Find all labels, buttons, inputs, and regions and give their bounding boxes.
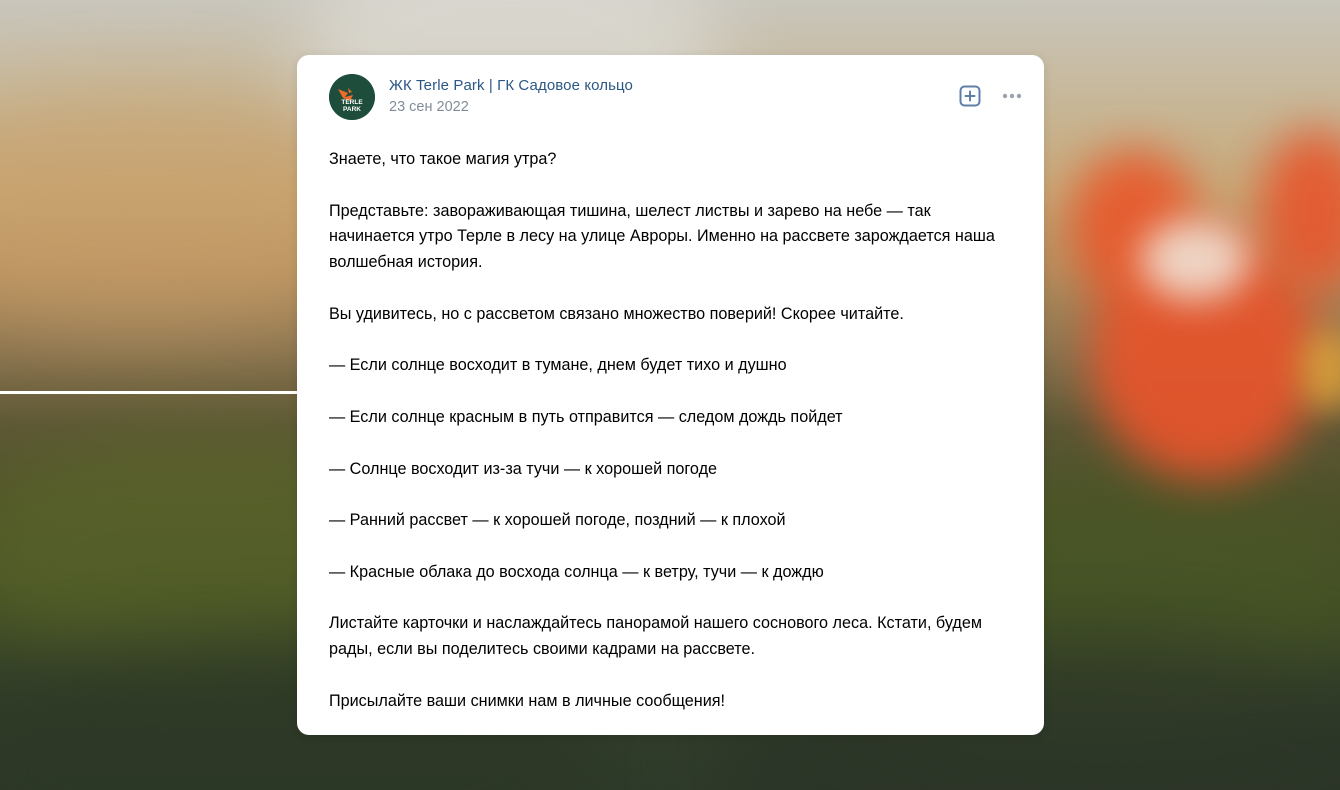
post-paragraph: Представьте: завораживающая тишина, шелест листвы и зарево на небе — так начинается утро Терле в лесу на улице Авроры. Именно на рассвете зарождается наша волшебная история.: [329, 201, 995, 272]
post-paragraph: Вы удивитесь, но с рассветом связано множество поверий! Скорее читайте.: [329, 304, 904, 323]
add-square-icon[interactable]: [959, 85, 981, 107]
community-avatar[interactable]: [329, 74, 375, 120]
more-dots-icon[interactable]: [1001, 87, 1023, 105]
post-paragraph: Знаете, что такое магия утра?: [329, 150, 557, 168]
logo-text-park: PARK: [343, 106, 361, 113]
horizontal-divider-line: [0, 391, 300, 394]
post-paragraph: — Если солнце восходит в тумане, днем будет тихо и душно: [329, 356, 787, 375]
post-paragraph: — Ранний рассвет — к хорошей погоде, поздний — к плохой: [329, 511, 786, 530]
post-author-link[interactable]: ЖК Terle Park | ГК Садовое кольцо: [389, 77, 634, 94]
post-card: [297, 55, 1044, 735]
terle-park-logo-icon: [329, 74, 375, 120]
post-paragraph: — Солнце восходит из-за тучи — к хорошей погоде: [329, 459, 718, 478]
post-paragraph: Листайте карточки и наслаждайтесь панорамой нашего соснового леса. Кстати, будем рады, если вы поделитесь своими кадрами на рассвете.: [329, 614, 982, 659]
post-paragraph: Присылайте ваши снимки нам в личные сообщения!: [329, 691, 726, 710]
logo-text-terle: TERLE: [341, 99, 363, 106]
bg-fox-face: [1140, 220, 1250, 300]
post-paragraph: — Если солнце красным в путь отправится — следом дождь пойдет: [329, 407, 843, 426]
post-paragraph: — Красные облака до восхода солнца — к ветру, тучи — к дождю: [329, 562, 824, 581]
post-text: [329, 147, 1019, 715]
post-date[interactable]: 23 сен 2022: [389, 99, 469, 115]
